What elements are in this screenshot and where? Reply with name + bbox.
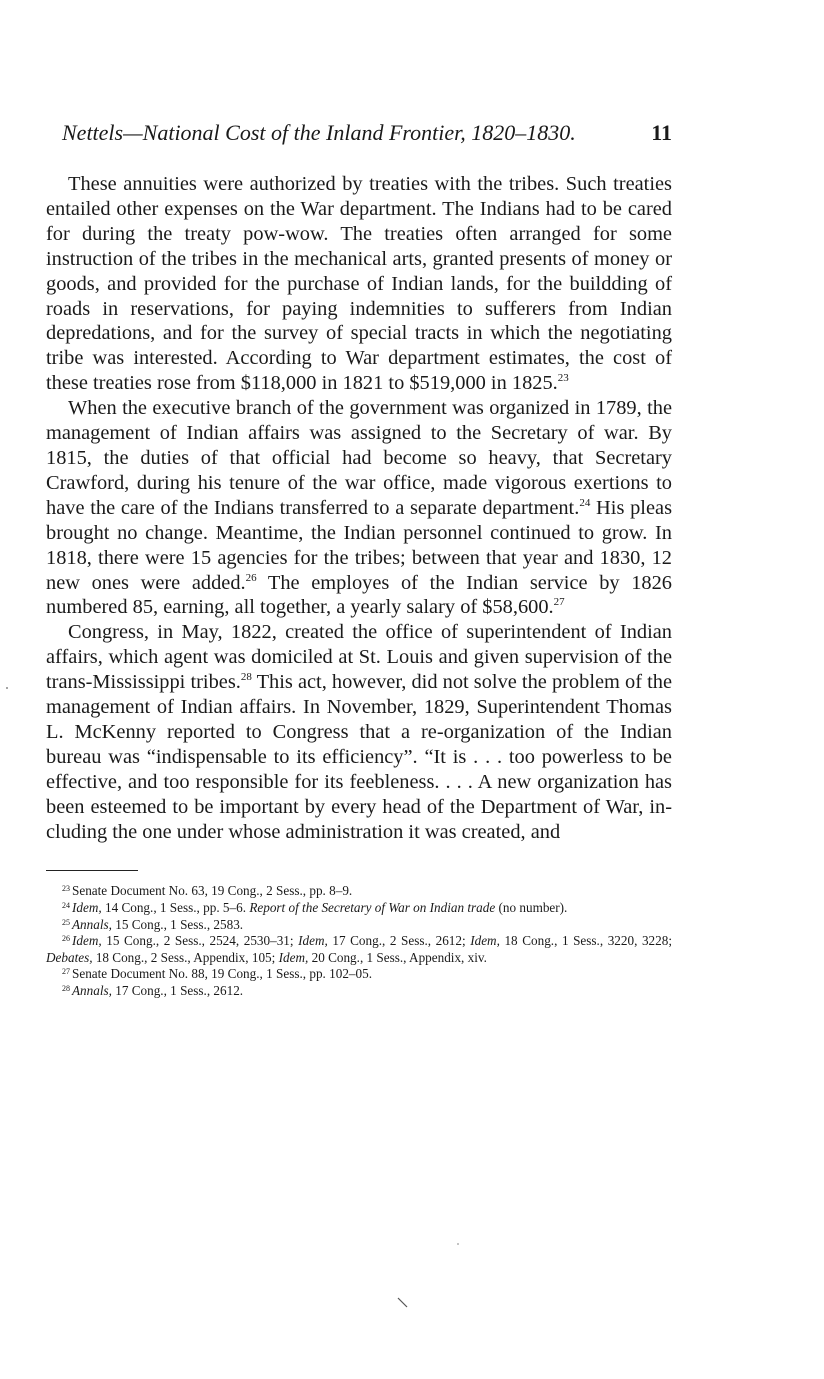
footnote-citation-title: Report of the Secretary of War on Indian trade: [249, 900, 496, 916]
paragraph-text: The employes of the Indian service by 1826 numbered 85, earning, all together, a yearly salary of $58,600.: [46, 571, 672, 619]
footnote-mark: 28: [62, 984, 70, 994]
scan-speck: [398, 1298, 407, 1307]
footnote-citation-title: Idem,: [298, 933, 328, 949]
paragraph-text: These annuities were authorized by treaties with the tribes. Such treaties entailed other expenses on the War department. The Indians had to be cared for during the treaty pow-wow. The treaties often arranged for some instruction of the tribes in the mechanical arts, granted presents of money or goods, and provided for the purchase of Indian lands, for the buildding of roads in reservations, for paying indemnities to sufferers from Indian depredations, and for the survey of special tracts in which the negotiating tribe was interested. According to War department estimates, the cost of these treaties rose from $118,000 in 1821 to $519,000 in 1825.: [46, 173, 672, 395]
footnote-reference: 26: [245, 571, 257, 584]
footnotes: [46, 883, 672, 999]
footnote-mark: 23: [62, 884, 70, 894]
footnote: [46, 966, 672, 983]
footnote-mark: 24: [62, 901, 70, 911]
footnote-citation-title: Idem,: [72, 933, 102, 949]
footnote-rule: [46, 870, 138, 871]
scan-speck: [6, 687, 8, 689]
footnote-citation-title: Annals,: [72, 916, 112, 932]
footnote-text: Senate Document No. 88, 19 Cong., 1 Sess., pp. 102–05.: [72, 966, 372, 982]
paragraph: [46, 620, 672, 844]
paragraph-text: His pleas brought no change. Meantime, the Indian personnel continued to grow. In 1818, there were 15 agencies for the tribes; between that year and 1830, 12 new ones were added.: [46, 496, 672, 594]
footnote-mark: 25: [62, 917, 70, 927]
footnote-mark: 27: [62, 967, 70, 977]
running-head-title: Nettels—National Cost of the Inland Frontier, 1820–1830.: [62, 120, 576, 145]
footnote-reference: 24: [579, 496, 591, 509]
footnote-mark: 26: [62, 934, 70, 944]
footnote: [46, 900, 672, 917]
paragraph-text: When the executive branch of the government was organized in 1789, the management of Indian affairs was assigned to the Secretary of war. By 1815, the duties of that official had become so heavy, that Secretary Crawford, during his tenure of the war office, made vigorous exertions to have the care of the Indians transferred to a separate department.: [46, 397, 672, 519]
body-text: [46, 172, 672, 844]
footnote-reference: 23: [557, 372, 569, 385]
footnote: [46, 883, 672, 900]
footnote-text: 15 Cong., 1 Sess., 2583.: [111, 916, 244, 932]
footnote: [46, 983, 672, 1000]
paragraph-text: Congress, in May, 1822, created the office of superintendent of Indian affairs, which agent was domiciled at St. Louis and given supervision of the trans-Mississippi tribes.: [46, 621, 672, 694]
paragraph: [46, 172, 672, 396]
footnote-text: 14 Cong., 1 Sess., pp. 5–6.: [101, 900, 250, 916]
book-page: [46, 118, 672, 1000]
footnote-citation-title: Idem,: [72, 900, 102, 916]
footnote-text: (no number).: [495, 900, 568, 916]
footnote-reference: 28: [240, 671, 252, 684]
footnote-citation-title: Annals,: [72, 983, 112, 999]
footnote-citation-title: Idem,: [278, 949, 309, 965]
footnote-text: 18 Cong., 1 Sess., 3220, 3228;: [499, 933, 672, 949]
footnote-text: 20 Cong., 1 Sess., Appendix, xiv.: [308, 949, 487, 965]
footnote-text: Senate Document No. 63, 19 Cong., 2 Sess., pp. 8–9.: [72, 883, 353, 899]
footnote-text: 18 Cong., 2 Sess., Appendix, 105;: [92, 949, 279, 965]
paragraph-text: This act, however, did not solve the problem of the management of Indian affairs. In November, 1829, Superintendent Thomas L. McKenny reported to Congress that a re-organization of the Indian bureau was “indispensable to its efficiency”. “It is . . . too powerless to be effective, and too responsible for its feebleness. . . . A new organization has been esteemed to be important by every head of the Department of War, including the one under whose administration it was created, and: [46, 671, 672, 843]
footnote-reference: 27: [553, 596, 565, 609]
footnote-citation-title: Debates,: [46, 949, 93, 965]
footnote-text: 17 Cong., 1 Sess., 2612.: [111, 983, 244, 999]
footnote-text: 17 Cong., 2 Sess., 2612;: [327, 933, 471, 949]
paragraph: [46, 396, 672, 620]
footnote-citation-title: Idem,: [470, 933, 500, 949]
page-number: 11: [651, 120, 672, 145]
footnote-text: 15 Cong., 2 Sess., 2524, 2530–31;: [101, 933, 299, 949]
footnote: [46, 933, 672, 966]
running-head: [46, 118, 672, 148]
scan-speck: [457, 1243, 459, 1245]
footnote: [46, 917, 672, 934]
